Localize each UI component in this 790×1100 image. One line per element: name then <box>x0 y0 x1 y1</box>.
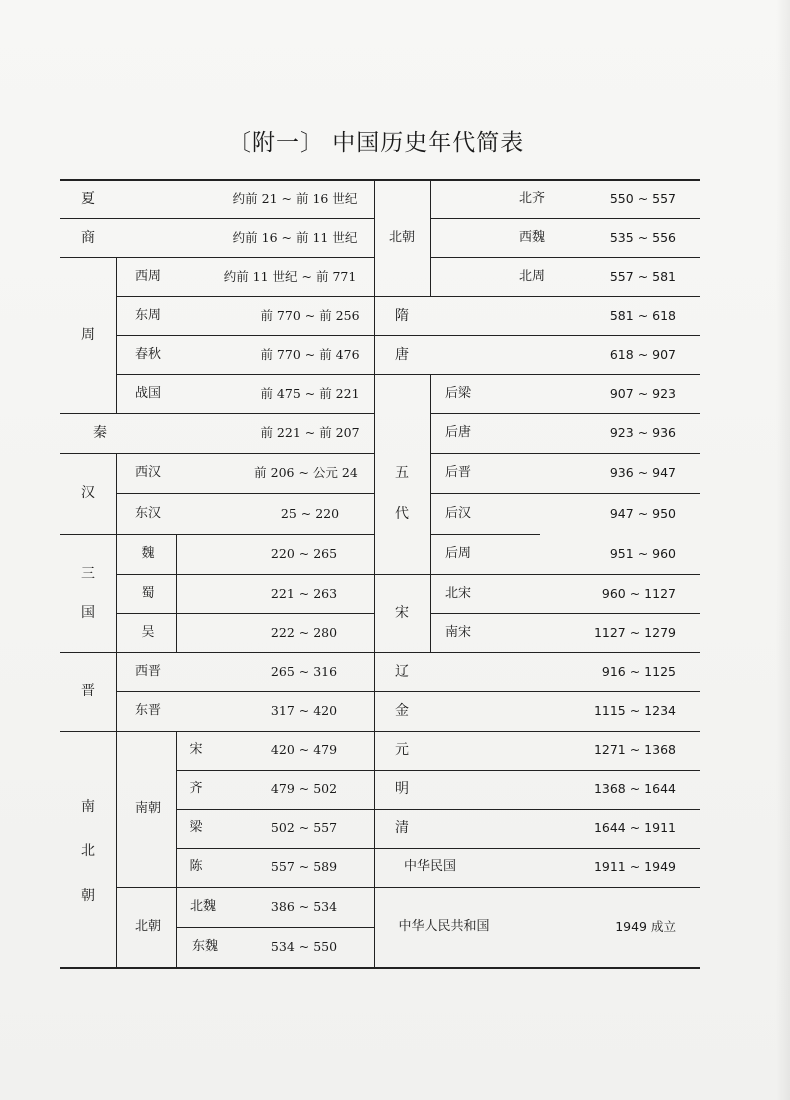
table-top-rule <box>60 179 700 181</box>
row-rule <box>60 218 374 219</box>
row-rule <box>374 652 700 653</box>
table-bottom-rule <box>60 967 700 969</box>
dynasty-ming: 明 <box>395 781 409 797</box>
row-rule <box>176 927 374 928</box>
page-edge-shadow <box>776 0 790 1100</box>
sanguo-char-1: 三 <box>81 566 95 582</box>
sub-xihan: 西汉 <box>134 465 162 480</box>
range-shang: 约前 16 ~ 前 11 世纪 <box>232 230 358 245</box>
range-shu: 221 ~ 263 <box>270 586 338 601</box>
col-rule <box>176 534 177 652</box>
range-qing: 1644 ~ 1911 <box>593 820 676 835</box>
row-rule <box>374 574 700 575</box>
sub-beizhou: 北周 <box>518 269 546 284</box>
row-rule <box>374 770 700 771</box>
nanchao-liang: 梁 <box>189 820 203 835</box>
row-rule <box>430 218 700 219</box>
range-yuan: 1271 ~ 1368 <box>593 742 676 757</box>
label-nanchao: 南朝 <box>134 801 162 816</box>
row-rule <box>430 453 700 454</box>
col-rule <box>116 257 117 413</box>
row-rule <box>374 848 700 849</box>
dynasty-jin-jurchen: 金 <box>395 703 409 719</box>
nanchao-chen: 陈 <box>189 859 203 874</box>
dynasty-shang: 商 <box>81 230 95 246</box>
row-rule <box>116 887 374 888</box>
col-rule <box>176 731 177 967</box>
range-houhan: 947 ~ 950 <box>609 506 676 521</box>
row-rule <box>374 809 700 810</box>
range-tang: 618 ~ 907 <box>609 347 676 362</box>
range-beiqi: 550 ~ 557 <box>609 191 676 206</box>
range-xihan: 前 206 ~ 公元 24 <box>254 465 358 480</box>
sub-xijin: 西晋 <box>134 664 162 679</box>
range-houtang: 923 ~ 936 <box>609 425 676 440</box>
sub-chunqiu: 春秋 <box>134 347 162 362</box>
dynasty-qing: 清 <box>395 820 409 836</box>
dynasty-minguo: 中华民国 <box>403 859 457 874</box>
row-rule <box>374 296 700 297</box>
col-rule <box>116 453 117 967</box>
range-liao: 916 ~ 1125 <box>601 664 676 679</box>
row-rule <box>116 574 374 575</box>
row-rule <box>60 257 374 258</box>
sub-beisong: 北宋 <box>444 586 472 601</box>
chronology-table <box>60 179 700 967</box>
row-rule <box>176 848 374 849</box>
nbc-char-3: 朝 <box>81 888 95 904</box>
range-beizhou: 557 ~ 581 <box>609 269 676 284</box>
row-rule <box>116 335 374 336</box>
dynasty-qin: 秦 <box>93 425 107 441</box>
range-sui: 581 ~ 618 <box>609 308 676 323</box>
label-beichao: 北朝 <box>134 919 162 934</box>
range-houliang: 907 ~ 923 <box>609 386 676 401</box>
dynasty-yuan: 元 <box>395 742 409 758</box>
row-rule <box>430 613 700 614</box>
row-rule <box>176 770 374 771</box>
range-chunqiu: 前 770 ~ 前 476 <box>260 347 360 362</box>
range-nansong: 1127 ~ 1279 <box>593 625 676 640</box>
range-qin: 前 221 ~ 前 207 <box>260 425 360 440</box>
sub-donghan: 东汉 <box>134 506 162 521</box>
sub-houzhou: 后周 <box>444 546 472 561</box>
range-xizhou: 约前 11 世纪 ~ 前 771 <box>223 269 357 284</box>
sub-dongjin: 东晋 <box>134 703 162 718</box>
range-wei: 220 ~ 265 <box>270 546 338 561</box>
col-rule <box>430 179 431 296</box>
sanguo-char-2: 国 <box>81 605 95 621</box>
dynasty-han: 汉 <box>81 485 95 501</box>
nbc-char-2: 北 <box>81 843 95 859</box>
range-beisong: 960 ~ 1127 <box>601 586 676 601</box>
range-houzhou: 951 ~ 960 <box>609 546 676 561</box>
label-beichao-right: 北朝 <box>388 230 416 245</box>
nanchao-song: 宋 <box>189 742 203 757</box>
range-nanchao-song: 420 ~ 479 <box>270 742 338 757</box>
sub-xizhou: 西周 <box>134 269 162 284</box>
row-rule <box>60 731 374 732</box>
range-dongwei: 534 ~ 550 <box>270 939 338 954</box>
range-houjin: 936 ~ 947 <box>609 465 676 480</box>
sub-houtang: 后唐 <box>444 425 472 440</box>
row-rule <box>176 809 374 810</box>
range-nanchao-liang: 502 ~ 557 <box>270 820 338 835</box>
row-rule <box>116 613 374 614</box>
beichao-beiwei: 北魏 <box>189 899 217 914</box>
sub-houhan: 后汉 <box>444 506 472 521</box>
row-rule <box>60 453 374 454</box>
range-xiwei: 535 ~ 556 <box>609 230 676 245</box>
sub-houliang: 后梁 <box>444 386 472 401</box>
range-ming: 1368 ~ 1644 <box>593 781 676 796</box>
row-rule <box>430 257 700 258</box>
sub-zhanguo: 战国 <box>134 386 162 401</box>
col-rule <box>430 374 431 652</box>
range-minguo: 1911 ~ 1949 <box>593 859 676 874</box>
row-rule <box>430 493 700 494</box>
row-rule <box>116 691 374 692</box>
dynasty-sui: 隋 <box>395 308 409 324</box>
dynasty-prc: 中华人民共和国 <box>398 919 490 934</box>
range-dongzhou: 前 770 ~ 前 256 <box>260 308 360 323</box>
row-rule <box>374 335 700 336</box>
wudai-char-1: 五 <box>395 465 409 481</box>
row-rule <box>374 887 700 888</box>
sub-wu: 吴 <box>141 625 155 640</box>
dynasty-jin: 晋 <box>81 683 95 699</box>
row-rule <box>60 534 374 535</box>
sub-houjin: 后晋 <box>444 465 472 480</box>
sub-beiqi: 北齐 <box>518 191 546 206</box>
range-zhanguo: 前 475 ~ 前 221 <box>260 386 360 401</box>
range-jin-jurchen: 1115 ~ 1234 <box>593 703 676 718</box>
sub-wei: 魏 <box>141 546 155 561</box>
row-rule <box>116 493 374 494</box>
row-rule <box>374 691 700 692</box>
row-rule <box>430 534 540 535</box>
sub-shu: 蜀 <box>141 586 155 601</box>
dynasty-zhou: 周 <box>81 327 95 343</box>
row-rule <box>374 374 700 375</box>
row-rule <box>60 413 374 414</box>
row-rule <box>60 652 374 653</box>
sub-xiwei: 西魏 <box>518 230 546 245</box>
range-wu: 222 ~ 280 <box>270 625 338 640</box>
wudai-char-2: 代 <box>395 506 409 522</box>
nanchao-qi: 齐 <box>189 781 203 796</box>
page-title: 〔附一〕 中国历史年代简表 <box>228 130 525 156</box>
range-xia: 约前 21 ~ 前 16 世纪 <box>232 191 358 206</box>
nbc-char-1: 南 <box>81 799 95 815</box>
range-nanchao-qi: 479 ~ 502 <box>270 781 338 796</box>
range-xijin: 265 ~ 316 <box>270 664 338 679</box>
row-rule <box>430 413 700 414</box>
range-donghan: 25 ~ 220 <box>280 506 340 521</box>
sub-nansong: 南宋 <box>444 625 472 640</box>
dynasty-xia: 夏 <box>81 191 95 207</box>
row-rule <box>374 731 700 732</box>
range-dongjin: 317 ~ 420 <box>270 703 338 718</box>
range-nanchao-chen: 557 ~ 589 <box>270 859 338 874</box>
row-rule <box>116 296 374 297</box>
beichao-dongwei: 东魏 <box>191 939 219 954</box>
sub-dongzhou: 东周 <box>134 308 162 323</box>
range-beiwei: 386 ~ 534 <box>270 899 338 914</box>
range-prc: 1949 成立 <box>615 919 676 934</box>
dynasty-liao: 辽 <box>395 664 409 680</box>
dynasty-song: 宋 <box>395 605 409 621</box>
row-rule <box>116 374 374 375</box>
dynasty-tang: 唐 <box>395 347 409 363</box>
